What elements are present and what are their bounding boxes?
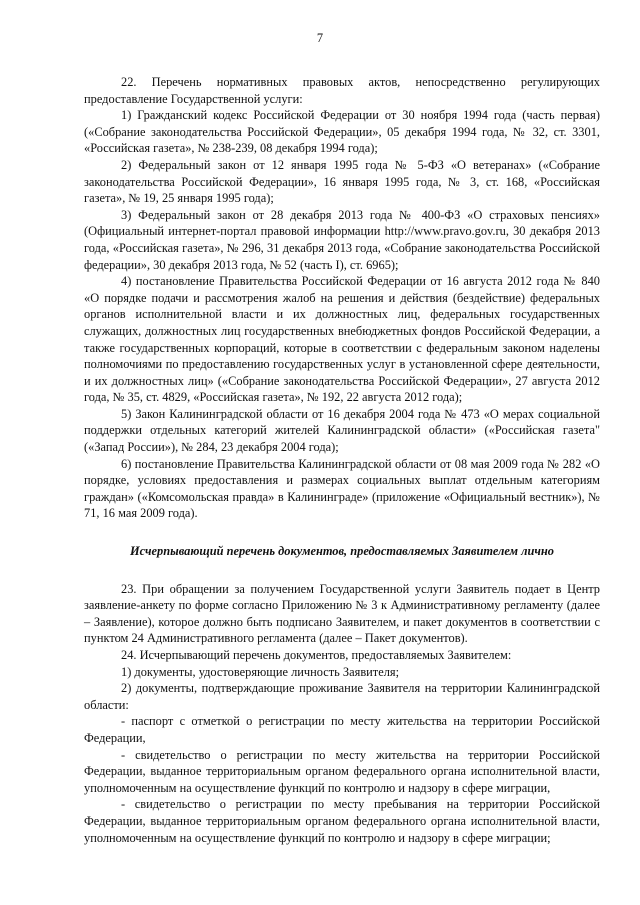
section-24-subitem-1: - паспорт с отметкой о регистрации по месту жительства на территории Российской Федерации, <box>84 714 600 745</box>
document-body <box>84 74 600 846</box>
section-24-subitem-3: - свидетельство о регистрации по месту пребывания на территории Российской Федерации, выданное территориальным органом федерального органа исполнительной власти, уполномоченным на осуществление функций по контролю и надзору в сфере миграции; <box>84 797 600 845</box>
section-24-title: 24. Исчерпывающий перечень документов, предоставляемых Заявителем: <box>121 648 512 662</box>
section-23: 23. При обращении за получением Государственной услуги Заявитель подает в Центр заявление-анкету по форме согласно Приложению № 3 к Административному регламенту (далее – Заявление), которое должно быть подписано Заявителем, и пакет документов в соответствии с пунктом 24 Административного регламента (далее – Пакет документов). <box>84 581 600 646</box>
section-22-item-1: 1) Гражданский кодекс Российской Федерации от 30 ноября 1994 года (часть первая) («Собрание законодательства Российской Федерации», 05 декабря 1994 года, № 32, ст. 3301, «Российская газета», № 238-239, 08 декабря 1994 года); <box>84 108 600 156</box>
section-heading: Исчерпывающий перечень документов, предоставляемых Заявителем лично <box>130 544 554 559</box>
section-24-item-2: 2) документы, подтверждающие проживание Заявителя на территории Калининградской области: <box>84 681 600 712</box>
section-22-title: 22. Перечень нормативных правовых актов, непосредственно регулирующих предоставление Государственной услуги: <box>84 75 600 106</box>
section-22-item-5: 5) Закон Калининградской области от 16 декабря 2004 года № 473 «О мерах социальной поддержки отдельных категорий жителей Калининградской области» («Российская газета" («Запад России»), № 284, 23 декабря 2004 года); <box>84 406 600 455</box>
section-24-item-1: 1) документы, удостоверяющие личность Заявителя; <box>121 664 400 679</box>
section-22-item-3: 3) Федеральный закон от 28 декабря 2013 года № 400-ФЗ «О страховых пенсиях» (Официальный интернет-портал правовой информации http://www.pravo.gov.ru, 30 декабря 2013 года, «Российская газета», № 296, 31 декабря 2013 года, «Собрание законодательства Российской федерации», 30 декабря 2013 года, № 52 (часть I), ст. 6965); <box>84 207 600 272</box>
section-22-item-4: 4) постановление Правительства Российской Федерации от 16 августа 2012 года № 840 «О порядке подачи и рассмотрения жалоб на решения и действия (бездействие) федеральных органов исполнительной власти и их должностных лиц, федеральных государственных служащих, должностных лиц государственных внебюджетных фондов Российской Федерации, а также государственных корпораций, которые в соответствии с федеральным законом наделены полномочиями по предоставлению государственных услуг в установленной сфере деятельности, и их должностных лиц» («Собрание законодательства Российской Федерации», 27 августа 2012 года, № 35, ст. 4829, «Российская газета», № 192, 22 августа 2012 года); <box>84 274 600 405</box>
section-24-subitem-2: - свидетельство о регистрации по месту жительства на территории Российской Федерации, выданное территориальным органом федерального органа исполнительной власти, уполномоченным на осуществление функций по контролю и надзору в сфере миграции, <box>84 747 600 795</box>
section-22-item-2: 2) Федеральный закон от 12 января 1995 года № 5-ФЗ «О ветеранах» («Собрание законодательства Российской Федерации», 16 января 1995 года, № 3, ст. 168, «Российская газета», № 19, 25 января 1995 года); <box>84 157 600 206</box>
page-number: 7 <box>316 31 324 45</box>
section-22-item-6: 6) постановление Правительства Калининградской области от 08 мая 2009 года № 282 «О порядке, условиях предоставления и размерах социальных выплат отдельным категориям граждан» («Комсомольская правда» в Калининграде» (приложение «Официальный вестник»), № 71, 16 мая 2009 года). <box>84 456 600 521</box>
